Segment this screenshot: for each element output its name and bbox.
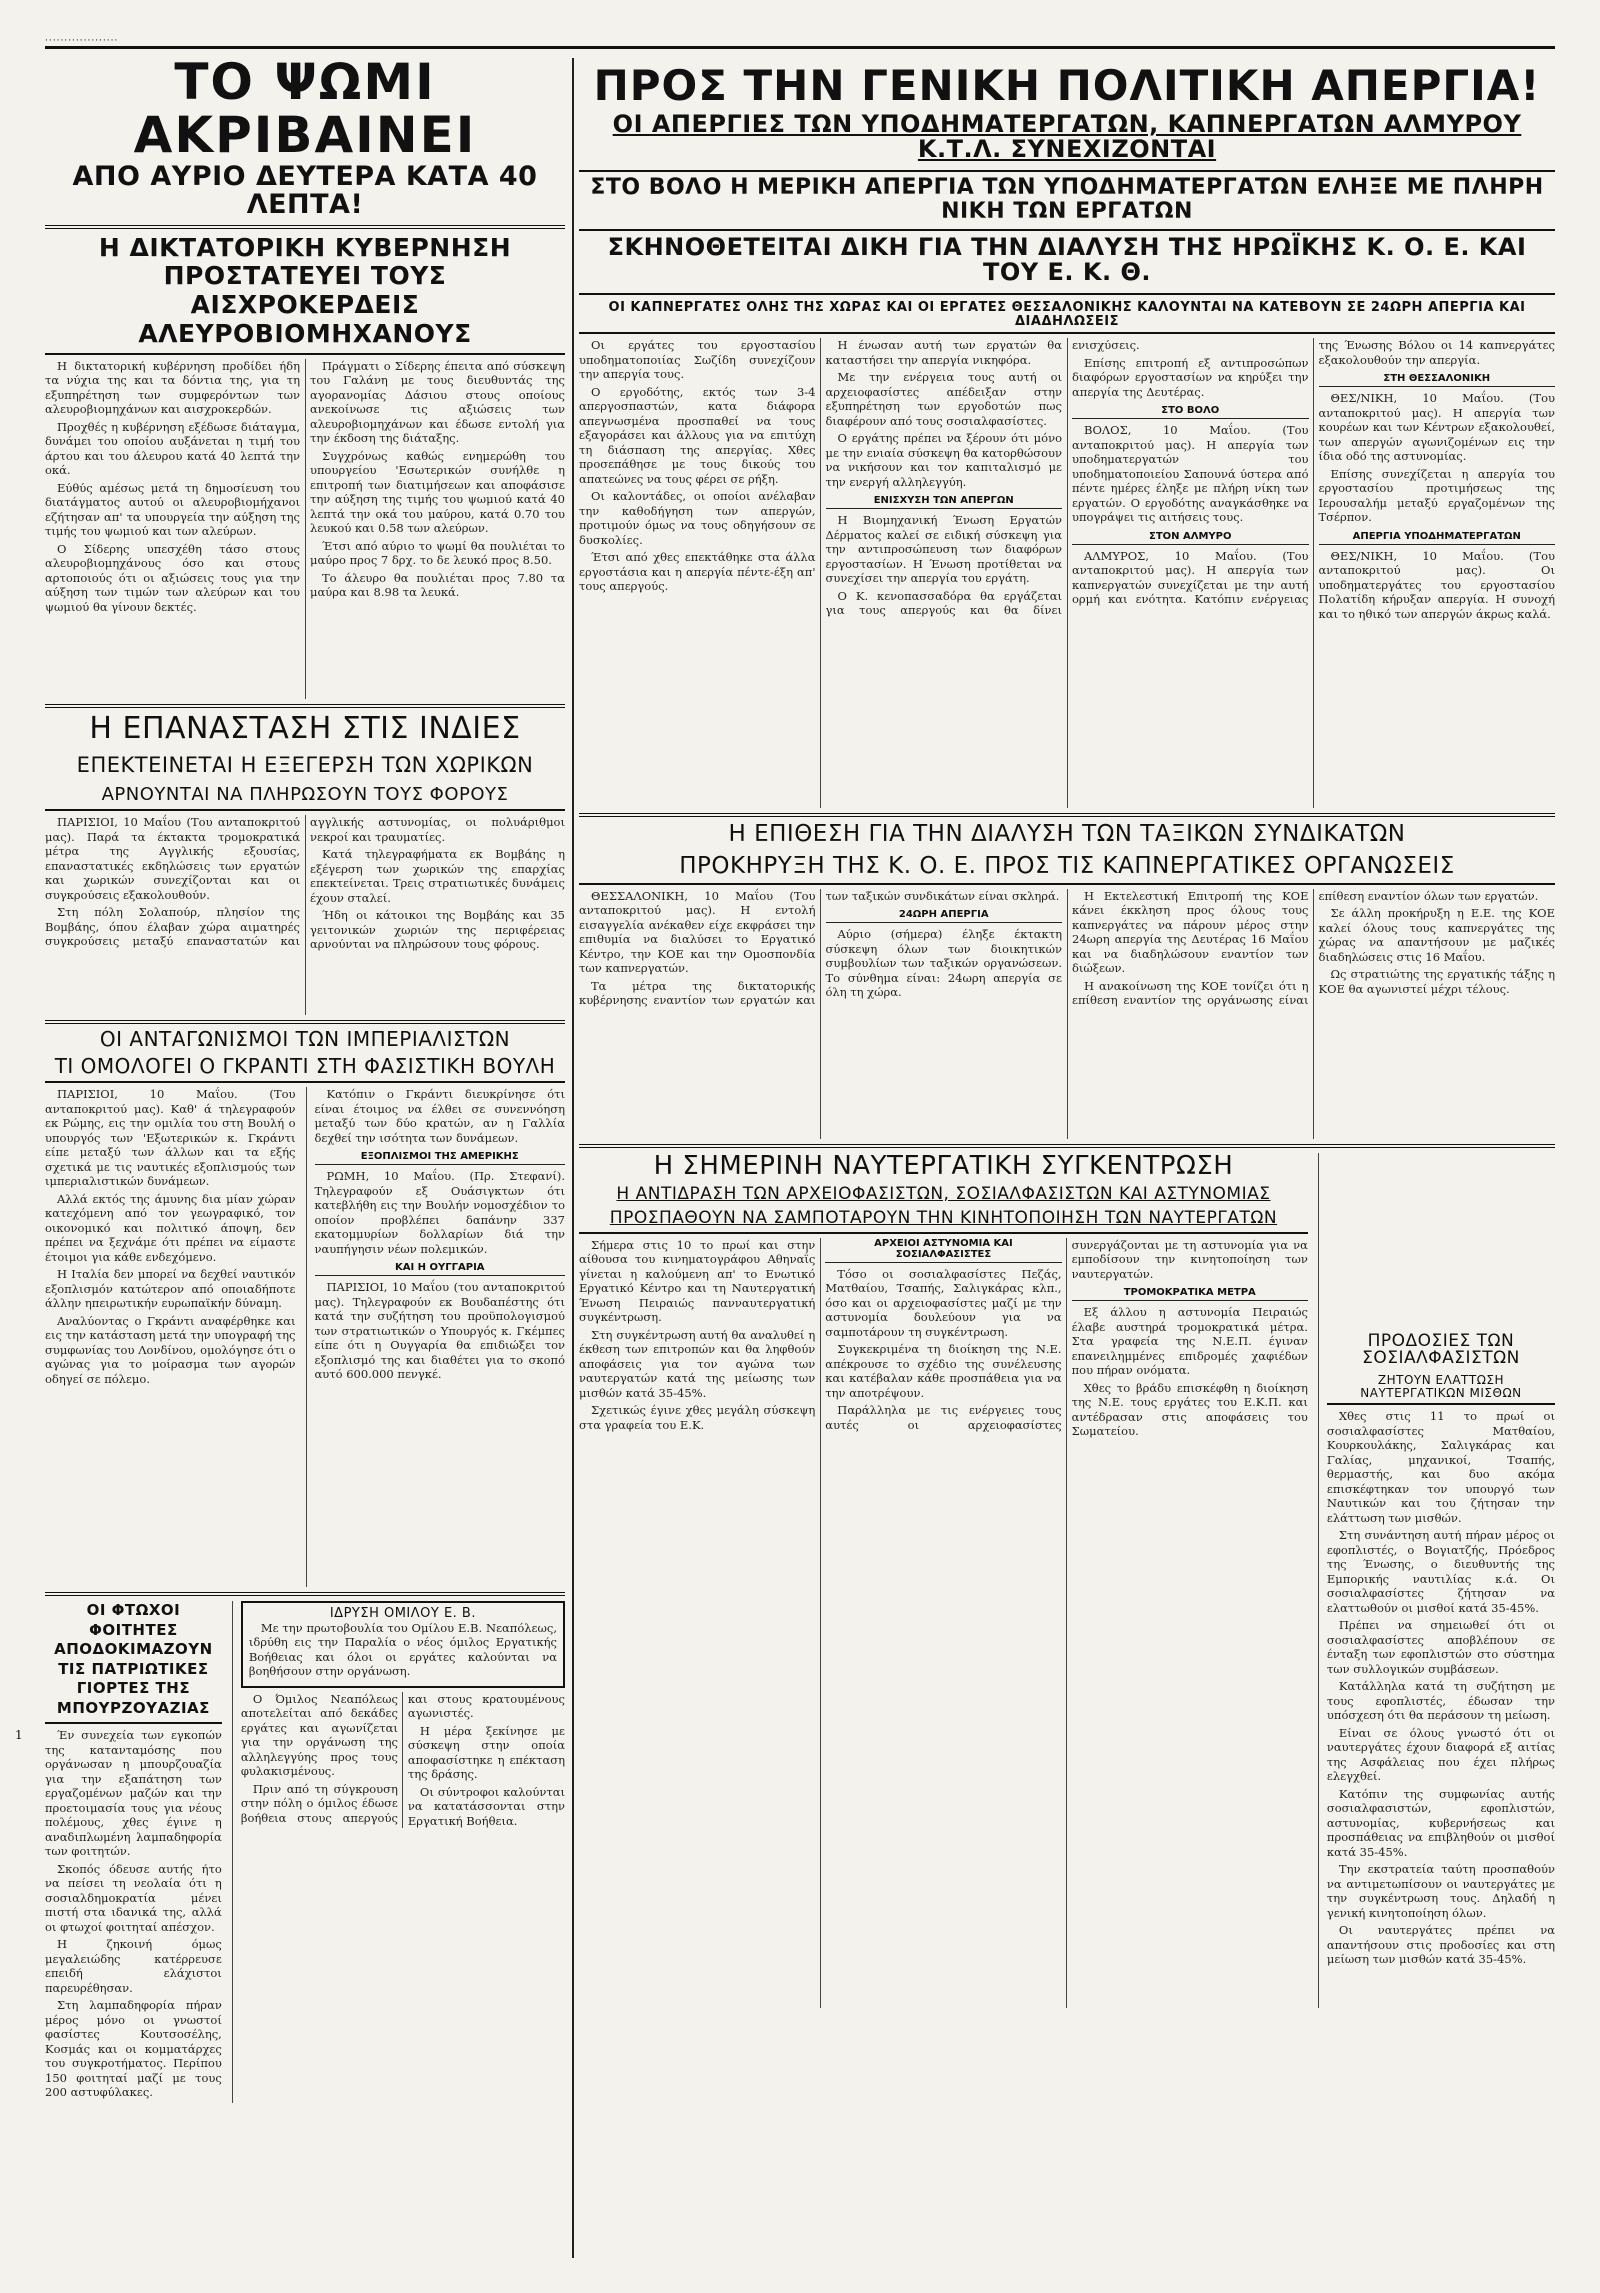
imperialists-headline: ΟΙ ΑΝΤΑΓΩΝΙΣΜΟΙ ΤΩΝ ΙΜΠΕΡΙΑΛΙΣΤΩΝ [99, 1027, 511, 1052]
paragraph: Στη συγκέντρωση αυτή θα αναλυθεί η έκθεση των επιτροπών και θα ληφθούν αποφάσεις για τον αγώνα των ναυτεργατών κατά της μείωσης των μισθών κατά 35-45%. [579, 1327, 816, 1400]
paragraph: Επίσης συνεχίζεται η απεργία του εργοστασίου προτιμήσεως της Ιερουσαλήμ μεταξύ εργαζομένων της Τσέρπον. [1318, 466, 1555, 525]
paragraph: Κατάλληλα κατά τη συζήτηση με τους εφοπλιστές, έδωσαν την υπόσχεση ότι θα περάσουν τη μείωση. [1326, 1679, 1555, 1723]
paragraph: Το άλευρο θα πουλιέται προς 7.80 τα μαύρα και 8.98 τα λευκά. [310, 570, 565, 600]
india-subheadline: ΕΠΕΚΤΕΙΝΕΤΑΙ Η ΕΞΕΓΕΡΣΗ ΤΩΝ ΧΩΡΙΚΩΝ [76, 753, 534, 778]
paragraph: Στη συνάντηση αυτή πήραν μέρος οι εφοπλιστές, ο Βογιατζής, Πρόεδρος της Ένωσης, ο διευθυντής της Εμπορικής ναυτιλίας κ.ά. Οι σοσιαλφασίστες ζήτησαν να ελαττωθούν οι μισθοί κατά 35-45%. [1326, 1528, 1555, 1615]
paragraph: Ο εργάτης πρέπει να ξέρουν ότι μόνο με την ενιαία σύσκεψη θα κατορθώσουν να νικήσουν και τον καπιταλισμό με την ενεργή αλληλεγγύη. [825, 431, 1062, 489]
bread-article [45, 359, 565, 699]
paragraph: Ο Κ. κενοπασσαδόρα θα εργάζεται για τους απεργούς και θα δίνει ενισχύσεις. [825, 338, 1140, 618]
paragraph: ΘΕΣ/ΝΙΚΗ, 10 Μαΐου. (Του ανταποκριτού μας). Η απεργία των κουρέων και των Κέντρων εξακολουθεί, των απεργών αγωνιζομένων εις την ίδια οδό της αστυνομίας. [1318, 391, 1555, 464]
bread-kicker: Η ΔΙΚΤΑΤΟΡΙΚΗ ΚΥΒΕΡΝΗΣΗ ΠΡΟΣΤΑΤΕΥΕΙ ΤΟΥΣ ΑΙΣΧΡΟΚΕΡΔΕΙΣ ΑΛΕΥΡΟΒΙΟΜΗΧΑΝΟΥΣ [98, 232, 512, 348]
section-title: ΣΤΗ ΘΕΣΣΑΛΟΝΙΚΗ [1319, 373, 1556, 387]
india-kicker: ΑΡΝΟΥΝΤΑΙ ΝΑ ΠΛΗΡΩΣΟΥΝ ΤΟΥΣ ΦΟΡΟΥΣ [101, 784, 509, 806]
paragraph: Κατά τηλεγραφήματα εκ Βομβάης η εξέγερση των χωρικών της επαρχίας επεκτείνεται. Τρεις στρατιωτικές δυνάμεις έχουν σταλεί. [310, 847, 565, 905]
betrayals-article [1327, 1409, 1555, 1967]
paragraph: Η ανακοίνωση της ΚΟΕ τονίζει ότι η επίθεση εναντίον της οργάνωσης είναι επίθεση εναντίον όλων των εργατών. [1072, 888, 1539, 1008]
section-title: ΑΡΧΕΙΟΙ ΑΣΤΥΝΟΜΙΑ ΚΑΙ ΣΟΣΙΑΛΦΑΣΙΣΤΕΣ [825, 1238, 1061, 1263]
bread-subheadline: ΑΠΟ ΑΥΡΙΟ ΔΕΥΤΕΡΑ ΚΑΤΑ 40 ΛΕΠΤΑ! [72, 161, 538, 221]
paragraph: Στη λαμπαδηφορία πήραν μέρος μόνο οι γνωστοί φασίστες Κουτσοσέλης, Κοσμάς και οι κομματάρχες του συγκροτήματος. Περίπου 150 φοιτηταί μαζί με τους 200 αστυφύλακες. [45, 1998, 222, 2100]
paragraph: Έν συνεχεία των εγκοπών της κατανταμόσης που οργάνωσαν η μπουρζουαζία για την εξαπάτηση των εργαζομένων μαζών και την προετοιμασία τους για νέους πολέμους, χθες έγινε η αναδιπλωμένη λαμπαδηφορία των φοιτητών. [45, 1728, 222, 1859]
paragraph: Χθες στις 11 το πρωί οι σοσιαλφασίστες Ματθαίου, Κουρκουλάκης, Σαλιγκάρας και Γαλίας, μηχανικοί, Τσαπής, θερμαστής, και δυο ακόμα επισκέφτηκαν τον υπουργό των Ναυτικών και του ζήτησαν την ελάττωση των μισθών. [1326, 1409, 1555, 1525]
paragraph: Ο Σίδερης υπεσχέθη τάσο στους αλευροβιομηχάνους όσο και στους αρτοποιούς ότι οι αξιώσεις τους για την αύξηση των τιμών των αλεύρων και του ψωμιού θα γίνουν δεκτές. [45, 541, 300, 614]
koe-subheadline: ΠΡΟΚΗΡΥΞΗ ΤΗΣ Κ. Ο. Ε. ΠΡΟΣ ΤΙΣ ΚΑΠΝΕΡΓΑΤΙΚΕΣ ΟΡΓΑΝΩΣΕΙΣ [679, 853, 1455, 880]
paragraph: Με την πρωτοβουλία του Ομίλου Ε.Β. Νεαπόλεως, ιδρύθη εις την Παραλία ο νέος όμιλος Εργατικής Βοήθειας και όλοι οι εργάτες καλούνται να βοηθήσουν στην οργάνωση. [248, 1620, 557, 1679]
paragraph: Επίσης επιτροπή εξ αντιπροσώπων διαφόρων εργοστασίων να κηρύξει την απεργία της Δευτέρας. [1072, 355, 1309, 399]
paragraph: ΘΕΣΣΑΛΟΝΙΚΗ, 10 Μαΐου (Του ανταποκριτού μας). Η εντολή εισαγγελία ανέκαθεν είχε εκφράσει την επιθυμία να διαλύσει το Εργατικό Κέντρο, την ΚΟΕ και την Ομοσπονδία των καπνεργατών. [579, 888, 816, 976]
masthead-strip [45, 28, 1555, 49]
paragraph: Ως στρατιώτης της εργατικής τάξης η ΚΟΕ θα αγωνιστεί μέχρι τέλους. [1318, 967, 1555, 996]
section-title: ΣΤΟ ΒΟΛΟ [1072, 405, 1309, 419]
section-title: ΕΝΙΣΧΥΣΗ ΤΩΝ ΑΠΕΡΓΩΝ [826, 495, 1063, 509]
paragraph: Πράγματι ο Σίδερης έπειτα από σύσκεψη του Γαλάνη με τους διευθυντάς της αγορανομίας Δάσιου στους οποίους ανεκοίνωσε τις αξιώσεις των αλευροβιομηχάνων και έδωσε εντολή για την έκδοση της διάταξης. [310, 358, 565, 446]
bread-headline: ΤΟ ΨΩΜΙ ΑΚΡΙΒΑΙΝΕΙ [133, 53, 477, 164]
paragraph: Οι ναυτεργάτες πρέπει να απαντήσουν στις προδοσίες και στη μείωση των μισθών κατά 35-45%. [1326, 1923, 1555, 1967]
paragraph: Η μέρα ξεκίνησε με σύσκεψη στην οποία αποφασίστηκε η επέκταση της δράσης. [407, 1723, 565, 1782]
india-headline: Η ΕΠΑΝΑΣΤΑΣΗ ΣΤΙΣ ΙΝΔΙΕΣ [89, 710, 521, 746]
section-title: ΣΤΟΝ ΑΛΜΥΡΟ [1072, 531, 1309, 545]
paragraph: Αναλύοντας ο Γκράντι αναφέρθηκε και εις την κατάσταση μετά την υπογραφή της συμφωνίας του Λονδίνου, ομολόγησε ότι ο αγώνας για το μοίρασμα των αγορών οδηγεί σε πόλεμο. [45, 1313, 296, 1386]
america-armaments-title: ΕΞΟΠΛΙΣΜΟΙ ΤΗΣ ΑΜΕΡΙΚΗΣ [315, 1151, 566, 1165]
students-headline: ΟΙ ΦΤΩΧΟΙ ΦΟΙΤΗΤΕΣ ΑΠΟΔΟΚΙΜΑΖΟΥΝ ΤΙΣ ΠΑΤΡΙΩΤΙΚΕΣ ΓΙΟΡΤΕΣ ΤΗΣ ΜΠΟΥΡΖΟΥΑΖΙΑΣ [54, 1601, 213, 1717]
paragraph: Σχετικώς έγινε χθες μεγάλη σύσκεψη στα γραφεία του Ε.Κ. [579, 1403, 816, 1432]
paragraph: Αλλά εκτός της άμυνης δια μίαν χώραν κατεχόμενη από τον γεωγραφικό, τον οικονομικό και πολιτικό άποψη, δεν πρέπει να ξεχνάμε ότι πρέπει να είμαστε έτοιμοι για κάθε ενδεχόμενο. [45, 1191, 296, 1264]
paragraph: Με την ενέργεια τους αυτή οι αρχειοφασίστες απέδειξαν στην εξυπηρέτηση των εργοδοτών πως διαφέρουν από τους σοσιαλφασίστες. [825, 370, 1062, 428]
paragraph: Οι σύντροφοι καλούνται να κατατάσσονται στην Εργατική Βοήθεια. [407, 1784, 565, 1828]
india-article [45, 815, 565, 1015]
paragraph: Ο εργοδότης, εκτός των 3-4 απεργοσπαστών, κατα διάφορα απεγνωσμένα προσπαθεί να τους εξαγοράσει και άλλους για να επιτύχη τη διάσπαση της απεργίας. Χθες προσεπάθησε με τους δικούς του απατεώνες να τους φέρει σε ρήξη. [579, 384, 816, 486]
paragraph: Αύριο (σήμερα) έληξε έκτακτη σύσκεψη όλων των διοικητικών συμβουλίων των ταξικών οργανώσεων. Το σύνθημα είναι: 24ωρη απεργία σε όλη τη χώρα. [825, 927, 1062, 1000]
paragraph: Εξ άλλου η αστυνομία Πειραιώς έλαβε αυστηρά τρομοκρατικά μέτρα. Στα γραφεία της Ν.Ε.Π. έγιναν επανειλημμένες επιδρομές χαφιέδων που πήραν ονόματα. [1071, 1305, 1308, 1378]
paragraph: Η ζηκοινή όμως μεγαλειώδης κατέρρευσε επειδή ελάχιστοι παρευρέθησαν. [45, 1937, 222, 1995]
paragraph: Τα μέτρα της δικτατορικής κυβέρνησης εναντίον των εργατών και των ταξικών συνδικάτων είναι σκληρά. [579, 888, 1060, 1008]
imperialists-article [45, 1087, 296, 1587]
paragraph: Εύθύς αμέσως μετά τη δημοσίευση του διατάγματος αυτού οι αλευροβιομήχανοι εζήτησαν απ' τα υπουργεία την αύξηση της τιμής του ψωμιού και των αλεύρων. [45, 480, 300, 539]
paragraph: ΡΩΜΗ, 10 Μαΐου. (Πρ. Στεφανί). Τηλεγραφούν εξ Ουάσιγκτων ότι κατεβλήθη εις την Βουλήν νομοσχέδιον το οποίον προβλέπει δαπάνην 337 εκατομμυρίων δολλαρίων διά την ναυπήγησιν νέων πολεμικών. [314, 1169, 565, 1256]
paragraph: Σκοπός όδευσε αυτής ήτο να πείσει τη νεολαία ότι η σοσιαλδημοκρατία μένει πιστή στα ιδανικά της, αλλά οι φτωχοί φοιτηταί απέσχον. [45, 1861, 222, 1934]
section-title: ΤΡΟΜΟΚΡΑΤΙΚΑ ΜΕΤΡΑ [1072, 1287, 1308, 1301]
paragraph: Είναι σε όλους γνωστό ότι οι ναυτεργάτες έχουν διαφορά εξ αιτίας της Ασφάλειας που έχει πλήρως ελεγχθεί. [1326, 1725, 1555, 1784]
koe-article [579, 889, 1555, 1139]
paragraph: Συγχρόνως καθώς ενημερώθη του υπουργείου 'Εσωτερικών συνήλθε η επιτροπή των διατιμήσεων και αποφάσισε την αύξηση της τιμής του ψωμιού κατά 40 λεπτά την οκά του μαύρου, κατά 0.70 του λευκού και 0.58 των αλεύρων. [310, 448, 565, 536]
paragraph: Ήδη οι κάτοικοι της Βομβάης και 35 γειτονικών χωριών της περιφέρειας αρνούνται να πληρώσουν τους φόρους. [310, 908, 565, 952]
paragraph: Παράλληλα με τις ενέργειες τους αυτές οι αρχειοφασίστες συνεργάζονται με τη αστυνομία για να εμποδίσουν την κινητοποίηση των ναυτεργατών. [825, 1237, 1308, 1432]
strike-headline: ΠΡΟΣ ΤΗΝ ΓΕΝΙΚΗ ΠΟΛΙΤΙΚΗ ΑΠΕΡΓΙΑ! [593, 61, 1541, 110]
paragraph: Η Εκτελεστική Επιτροπή της ΚΟΕ κάνει έκκληση προς όλους τους καπνεργάτες να πάρουν μέρος στην 24ωρη απεργία της Δευτέρας 16 Μαΐου και να διαδηλώσουν εναντίον των διώξεων. [1072, 888, 1309, 976]
seamen-article [579, 1238, 1308, 2008]
newspaper-page [15, 28, 1555, 2268]
paragraph: Σήμερα στις 10 το πρωί και στην αίθουσα του κινηματογράφου Αθηναΐς γίνεται η καλούμενη απ' το Ενωτικό Εργατικό Κέντρο και τη Ναυτεργατική Ένωση Πειραιώς πανναυτεργατική συγκέντρωση. [579, 1237, 816, 1325]
seamen-subheadline: Η ΑΝΤΙΔΡΑΣΗ ΤΩΝ ΑΡΧΕΙΟΦΑΣΙΣΤΩΝ, ΣΟΣΙΑΛΦΑΣΙΣΤΩΝ ΚΑΙ ΑΣΤΥΝΟΜΙΑΣ [616, 1183, 1271, 1204]
page-number: 1 [15, 1728, 23, 1742]
strike-article [579, 338, 1555, 808]
imperialists-subheadline: ΤΙ ΟΜΟΛΟΓΕΙ Ο ΓΚΡΑΝΤΙ ΣΤΗ ΦΑΣΙΣΤΙΚΗ ΒΟΥΛΗ [54, 1054, 556, 1079]
paragraph: ΒΟΛΟΣ, 10 Μαΐου. (Του ανταποκριτού μας). Η απεργία των υποδηματεργατών του υποδηματοποιείου Σαπουνά ύστερα από πέντε ημέρες έληξε με πλήρη νίκη των εργατών. Ο εργοδότης αναγκάσθηκε να υπογράψει τις αιτήσεις τους. [1072, 423, 1309, 525]
volos-headline: ΣΤΟ ΒΟΛΟ Η ΜΕΡΙΚΗ ΑΠΕΡΓΙΑ ΤΩΝ ΥΠΟΔΗΜΑΤΕΡΓΑΤΩΝ ΕΛΗΞΕ ΜΕ ΠΛΗΡΗ ΝΙΚΗ ΤΩΝ ΕΡΓΑΤΩΝ [579, 170, 1555, 222]
paragraph: Οι καλοντάδες, οι οποίοι ανέλαβαν την καθοδήγηση των απεργών, προτιμούν όμως να τους οδηγήσουν σε δυσκολίες. [579, 489, 816, 547]
paragraph: ΘΕΣ/ΝΙΚΗ, 10 Μαΐου. (Του ανταποκριτού μας). Οι υποδηματεργάτες του εργοστασίου Πολατίδη κήρυξαν απεργία. Η συνοχή και το ηθικό των απεργών άκρως καλά. [1318, 548, 1555, 621]
paragraph: Η Ιταλία δεν μπορεί να δεχθεί ναυτικόν εξοπλισμόν κατώτερον από οποιαδήποτε άλλην ηπειρωτικήν ευρωπαϊκήν δύναμη. [45, 1267, 296, 1311]
paragraph: Προχθές η κυβέρνηση εξέδωσε διάταγμα, δυνάμει του οποίου αυξάνεται η τιμή του άρτου και του άλευρου κατά 40 λεπτά την οκά. [45, 419, 300, 478]
paragraph: ΠΑΡΙΣΙΟΙ, 10 Μαΐου. (Του ανταποκριτού μας). Καθ' ά τηλεγραφούν εκ Ρώμης, εις την ομιλία του στη Βουλή ο υπουργός των 'Εξωτερικών κ. Γκράντι είπε μεταξύ των άλλων και τα εξής σχετικά με τις ναυτικές εξοπλισμούς των ιμπεριαλιστικών δυνάμεων. [45, 1087, 296, 1189]
paragraph: Τόσο οι σοσιαλφασίστες Πεζάς, Ματθαίου, Τσαπής, Σαλιγκάρας κλπ., όσο και οι αρχειοφασίστες μαζί με την αστυνομία δουλεύουν για να σαμποτάρουν τη συγκέντρωση. [825, 1266, 1062, 1339]
paragraph: Συγκεκριμένα τη διοίκηση της Ν.Ε. απέκρουσε το σχέδιο της συνέλευσης και κατέβαλαν κάθε προσπάθεια για να την αποτρέψουν. [825, 1342, 1062, 1400]
relief-club-title: ΙΔΡΥΣΗ ΟΜΙΛΟΥ Ε. Β. [329, 1606, 476, 1622]
paragraph: Χθες το βράδυ επισκέφθη η διοίκηση της Ν.Ε. τους εργάτες του Ε.Κ.Π. και αντέδρασαν στις αποφάσεις του Σωματείου. [1071, 1380, 1308, 1439]
relief-club-article [232, 1601, 565, 2103]
paragraph: Η δικτατορική κυβέρνηση προδίδει ήδη τα νύχια της και τα δόντια της, για τη εξυπηρέτηση των συμφερόντων των αλευροβιομηχάνων και αισχροκερδών. [45, 358, 300, 417]
seamen-kicker: ΠΡΟΣΠΑΘΟΥΝ ΝΑ ΣΑΜΠΟΤΑΡΟΥΝ ΤΗΝ ΚΙΝΗΤΟΠΟΙΗΣΗ ΤΩΝ ΝΑΥΤΕΡΓΑΤΩΝ [609, 1207, 1278, 1228]
paragraph: Έτσι από χθες επεκτάθηκε στα άλλα εργοστάσια και η απεργία πέντε-έξη απ' τους απεργούς. [579, 550, 816, 594]
paragraph: ΑΛΜΥΡΟΣ, 10 Μαΐου. (Του ανταποκριτού μας). Η απεργία των καπνεργατών συνεχίζεται με την αυτή ορμή και ενότητα. Κατόπιν ενέργειας της Ένωσης Βόλου οι 14 καπνεργάτες εξακολουθούν την απεργία. [1072, 338, 1555, 607]
section-title: 24ΩΡΗ ΑΠΕΡΓΙΑ [826, 909, 1063, 923]
tobacco-call-headline: ΟΙ ΚΑΠΝΕΡΓΑΤΕΣ ΟΛΗΣ ΤΗΣ ΧΩΡΑΣ ΚΑΙ ΟΙ ΕΡΓΑΤΕΣ ΘΕΣΣΑΛΟΝΙΚΗΣ ΚΑΛΟΥΝΤΑΙ ΝΑ ΚΑΤΕΒΟΥΝ ΣΕ 24ΩΡΗ ΑΠΕΡΓΙΑ ΚΑΙ ΔΙΑΔΗΛΩΣΕΙΣ [579, 293, 1555, 328]
seamen-headline: Η ΣΗΜΕΡΙΝΗ ΝΑΥΤΕΡΓΑΤΙΚΗ ΣΥΓΚΕΝΤΡΩΣΗ [653, 1150, 1234, 1181]
paragraph: Πρέπει να σημειωθεί ότι οι σοσιαλφασίστες αποβλέπουν σε ένταξη των εφοπλιστών στο σύστημα των συλλογικών συμβάσεων. [1326, 1618, 1555, 1676]
paragraph: Κατόπιν ο Γκράντι διευκρίνησε ότι είναι έτοιμος να έλθει σε συνεννόηση μεταξύ των δύο κρατών, αν η Γαλλία δεχθεί την ισότητα των δυνάμεων. [314, 1087, 565, 1145]
paragraph: Πριν από τη σύγκρουση στην πόλη ο όμιλος έδωσε βοήθεια στους απεργούς και στους κρατουμένους αγωνιστές. [240, 1691, 565, 1825]
paragraph: Την εκστρατεία ταύτη προσπαθούν να αντιμετωπίσουν οι ναυτεργάτες με την συγκέντρωση τους. Δηλαδή η γενική κινητοποίηση όλων. [1326, 1862, 1555, 1920]
masthead-strip-text: ··················· [45, 36, 119, 46]
paragraph: Κατόπιν της συμφωνίας αυτής σοσιαλφασιστών, εφοπλιστών, αστυνομίας, κυβερνήσεως και προσπάθειας να επιβληθούν οι μισθοί κατά 35-45%. [1326, 1786, 1555, 1859]
section-title: ΑΠΕΡΓΙΑ ΥΠΟΔΗΜΑΤΕΡΓΑΤΩΝ [1319, 531, 1556, 545]
paragraph: Έτσι από αύριο το ψωμί θα πουλιέται το μαύρο προς 7 δρχ. το δε λευκό προς 8.50. [310, 538, 565, 568]
strike-subheadline: ΟΙ ΑΠΕΡΓΙΕΣ ΤΩΝ ΥΠΟΔΗΜΑΤΕΡΓΑΤΩΝ, ΚΑΠΝΕΡΓΑΤΩΝ ΑΛΜΥΡΟΥ Κ.Τ.Λ. ΣΥΝΕΧΙΖΟΝΤΑΙ [612, 110, 1522, 164]
paragraph: Η ένωσαν αυτή των εργατών θα καταστήσει την απεργία νικηφόρα. [825, 338, 1062, 367]
paragraph: ΠΑΡΙΣΙΟΙ, 10 Μαΐου (του ανταποκριτού μας). Τηλεγραφούν εκ Βουδαπέστης ότι κατά την συζήτηση του προϋπολογισμού των στρατιωτικών ο Υπουργός κ. Γκέμπες είπε ότι η Ουγγαρία θα επιδιώξει τον εξοπλισμό της και διαθέτει για το σκοπό αυτό 600.000 πενγκέ. [314, 1280, 565, 1382]
paragraph: Ο Όμιλος Νεαπόλεως αποτελείται από δεκάδες εργάτες και αγωνίζεται για την οργάνωση της αλληλεγγύης προς τους φυλακισμένους. [240, 1691, 398, 1779]
paragraph: Η Βιομηχανική Ένωση Εργατών Δέρματος καλεί σε ειδική σύσκεψη για την αντιπροσώπευση των διαφόρων εργοστασίων. Η Ένωση προτίθεται να συνεχίσει την απεργία του εργάτη. [825, 513, 1062, 586]
betrayals-subheadline: ΖΗΤΟΥΝ ΕΛΑΤΤΩΣΗ ΝΑΥΤΕΡΓΑΤΙΚΩΝ ΜΙΣΘΩΝ [1360, 1373, 1522, 1400]
paragraph: ΠΑΡΙΣΙΟΙ, 10 Μαΐου (Του ανταποκριτού μας). Παρά τα έκτακτα τρομοκρατικά μέτρα της Αγγλικής εξουσίας, επαναστατικές εκδηλώσεις των εργατών και χωρικών συνεχίζονται και οι συγκρούσεις εξακολουθούν. [45, 815, 300, 902]
left-column [45, 50, 565, 2260]
students-article [45, 1601, 222, 2103]
koe-headline: Η ΕΠΙΘΕΣΗ ΓΙΑ ΤΗΝ ΔΙΑΛΥΣΗ ΤΩΝ ΤΑΞΙΚΩΝ ΣΥΝΔΙΚΑΤΩΝ [728, 821, 1406, 848]
paragraph: Οι εργάτες του εργοστασίου υποδηματοποιίας Σωζίδη συνεχίζουν την απεργία τους. [579, 338, 816, 382]
trial-headline: ΣΚΗΝΟΘΕΤΕΙΤΑΙ ΔΙΚΗ ΓΙΑ ΤΗΝ ΔΙΑΛΥΣΗ ΤΗΣ ΗΡΩΪΚΗΣ Κ. Ο. Ε. ΚΑΙ ΤΟΥ Ε. Κ. Θ. [579, 229, 1555, 285]
paragraph: Στη πόλη Σολαπούρ, πλησίον της Βομβάης, όπου έλαβαν χώρα αιματηρές συγκρούσεις μεταξύ επαναστατών και αγγλικής αστυνομίας, οι πολυάριθμοι νεκροί και τραυματίες. [45, 815, 565, 949]
hungary-title: ΚΑΙ Η ΟΥΓΓΑΡΙΑ [315, 1262, 566, 1276]
betrayals-headline: ΠΡΟΔΟΣΙΕΣ ΤΩΝ ΣΟΣΙΑΛΦΑΣΙΣΤΩΝ [1362, 1330, 1520, 1369]
right-column [579, 50, 1555, 2260]
paragraph: Σε άλλη προκήρυξη η Ε.Ε. της ΚΟΕ καλεί όλους τους καπνεργάτες της χώρας να απαντήσουν με μαζικές διαδηλώσεις στις 16 Μαΐου. [1318, 906, 1555, 964]
